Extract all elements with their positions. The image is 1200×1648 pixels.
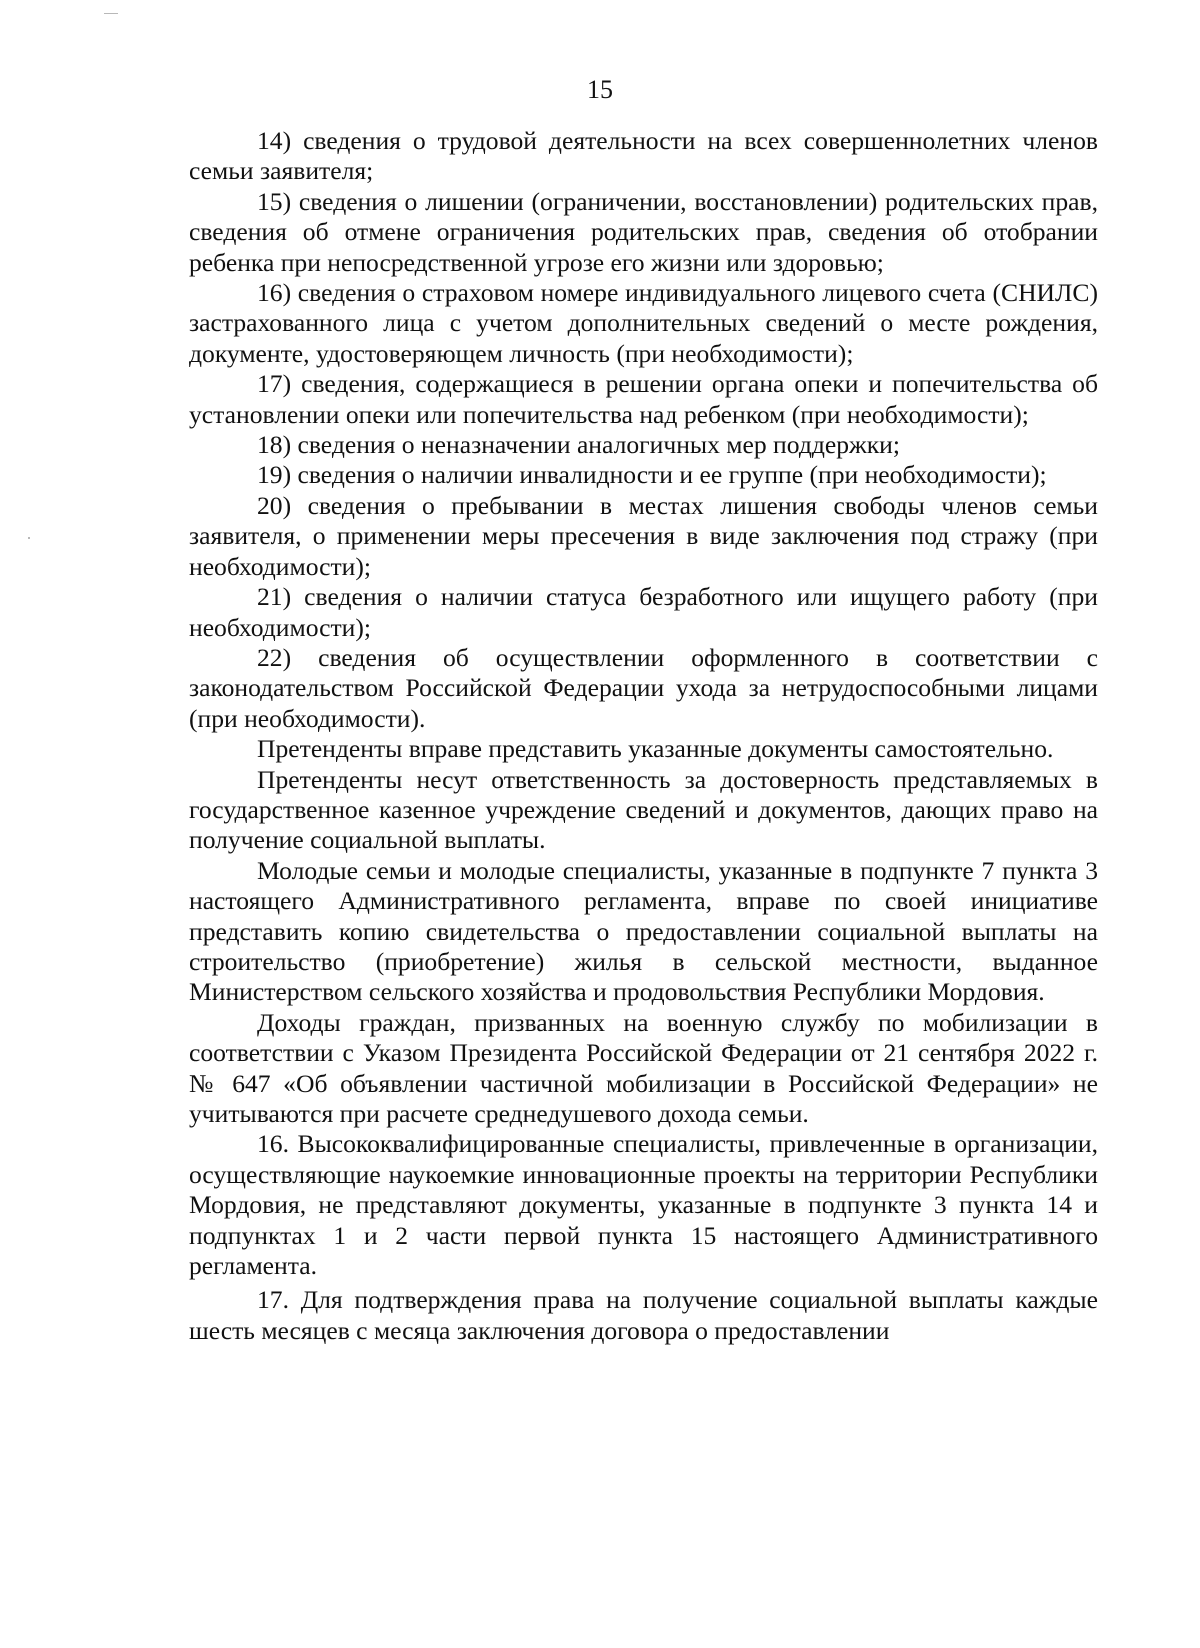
paragraph-item-17: 17) сведения, содержащиеся в решении органа опеки и попечительства об установлении опеки или попечительства над ребенком (при необходимости); (189, 369, 1098, 429)
paragraph-item-22: 22) сведения об осуществлении оформленного в соответствии с законодательством Российской Федерации ухода за нетрудоспособными лицами (при необходимости). (189, 642, 1098, 733)
page-number: 15 (587, 75, 613, 104)
paragraph-applicants-right: Претенденты вправе представить указанные документы самостоятельно. (257, 734, 1054, 764)
scan-artifact (104, 13, 118, 14)
paragraph-item-15: 15) сведения о лишении (ограничении, восстановлении) родительских прав, сведения об отмене ограничения родительских прав, сведения об отобрании ребенка при непосредственной угрозе его жизни или здоровью; (189, 186, 1098, 277)
paragraph-item-14: 14) сведения о трудовой деятельности на всех совершеннолетних членов семьи заявителя; (189, 126, 1098, 186)
document-body (189, 126, 1098, 1346)
scan-artifact (28, 537, 30, 539)
paragraph-item-18: 18) сведения о неназначении аналогичных мер поддержки; (257, 430, 900, 460)
paragraph-item-20: 20) сведения о пребывании в местах лишения свободы членов семьи заявителя, о применении меры пресечения в виде заключения под стражу (при необходимости); (189, 490, 1098, 581)
paragraph-item-16: 16) сведения о страховом номере индивидуального лицевого счета (СНИЛС) застрахованного лица с учетом дополнительных сведений о месте рождения, документе, удостоверяющем личность (при необходимости); (189, 278, 1098, 368)
paragraph-young-families: Молодые семьи и молодые специалисты, указанные в подпункте 7 пункта 3 настоящего Административного регламента, вправе по своей инициативе представить копию свидетельства о предоставлении социальной выплаты на строительство (приобретение) жилья в сельской местности, выданное Министерством сельского хозяйства и продовольствия Республики Мордовия. (189, 855, 1098, 1007)
paragraph-mobilization-income: Доходы граждан, призванных на военную службу по мобилизации в соответствии с Указом Президента Российской Федерации от 21 сентября 2022 г. № 647 «Об объявлении частичной мобилизации в Российской Федерации» не учитываются при расчете среднедушевого дохода семьи. (189, 1007, 1098, 1128)
paragraph-clause-17: 17. Для подтверждения права на получение социальной выплаты каждые шесть месяцев с месяца заключения договора о предоставлении (189, 1285, 1098, 1345)
paragraph-applicants-responsibility: Претенденты несут ответственность за достоверность представляемых в государственное казенное учреждение сведений и документов, дающих право на получение социальной выплаты. (189, 764, 1098, 855)
paragraph-clause-16: 16. Высококвалифицированные специалисты, привлеченные в организации, осуществляющие наукоемкие инновационные проекты на территории Республики Мордовия, не представляют документы, указанные в подпункте 3 пункта 14 и подпунктах 1 и 2 части первой пункта 15 настоящего Административного регламента. (189, 1129, 1098, 1281)
paragraph-item-19: 19) сведения о наличии инвалидности и ее группе (при необходимости); (257, 460, 1047, 490)
paragraph-item-21: 21) сведения о наличии статуса безработного или ищущего работу (при необходимости); (189, 582, 1098, 642)
